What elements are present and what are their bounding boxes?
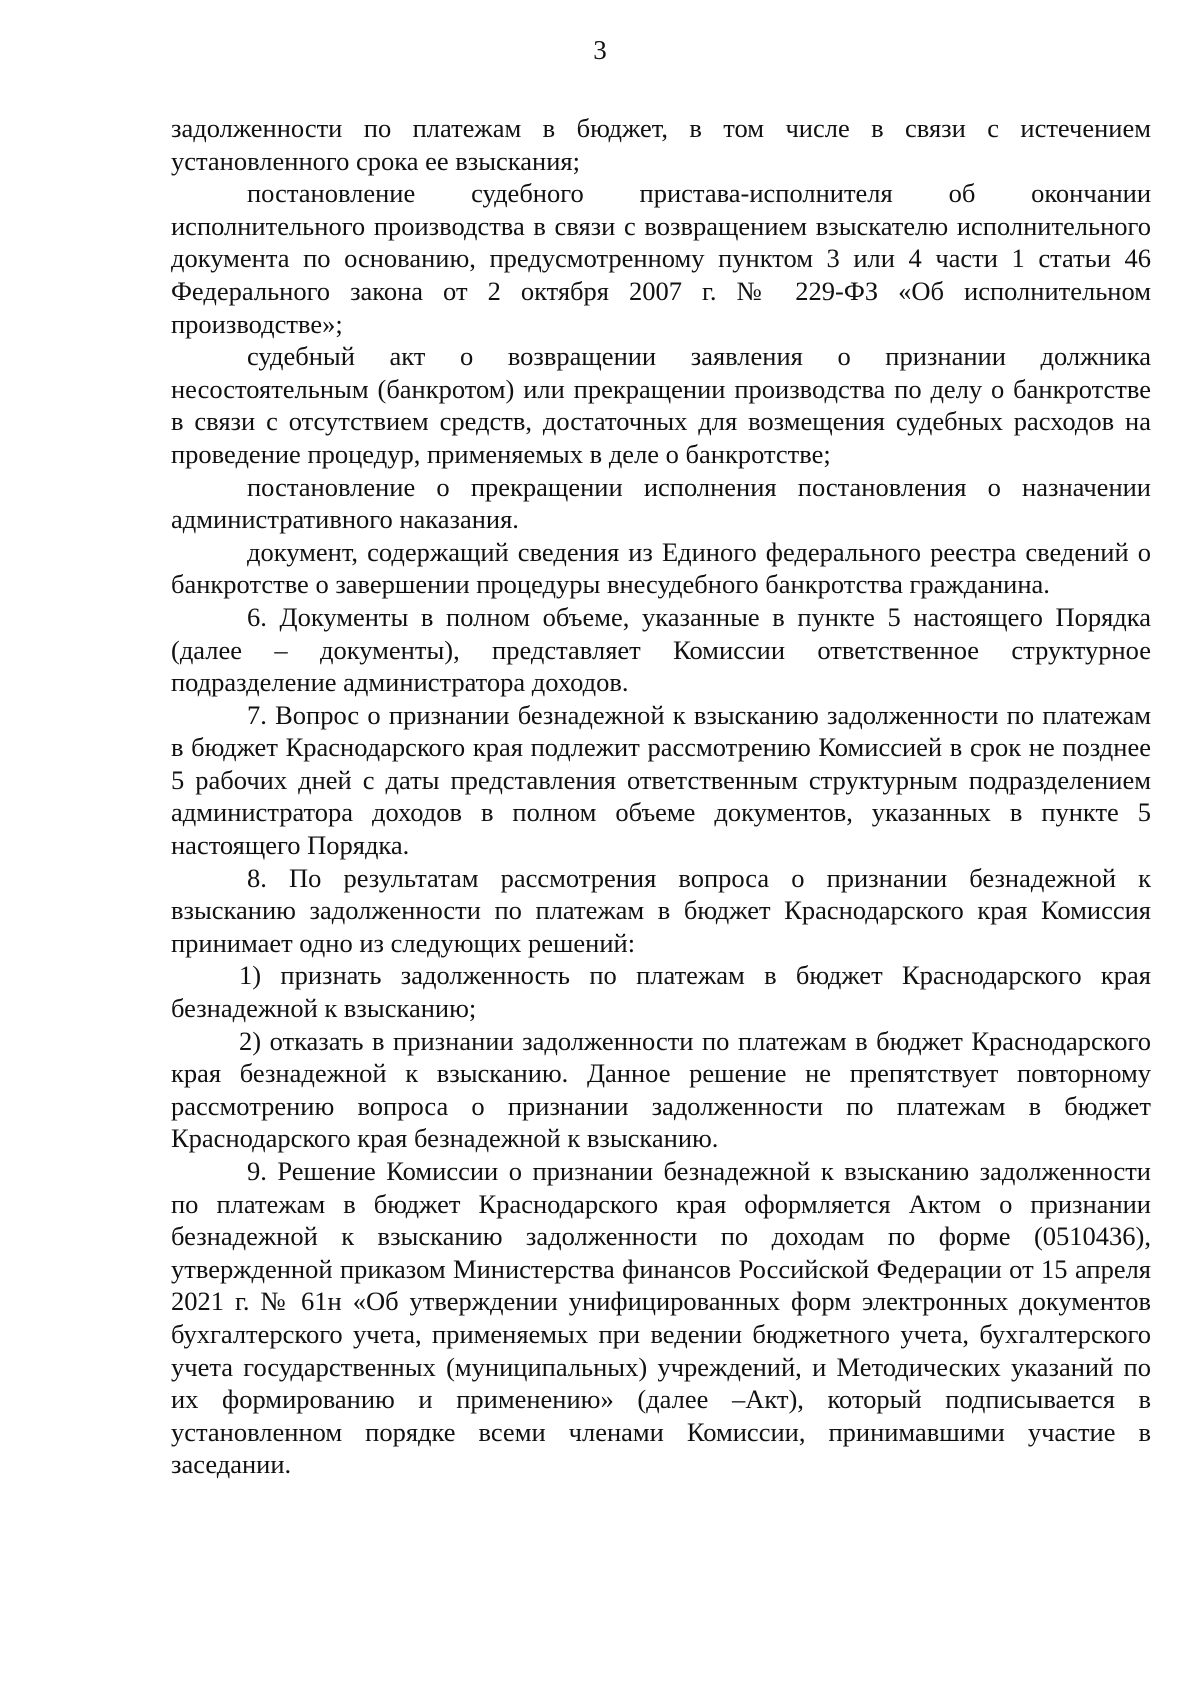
paragraph-item-6: 6. Документы в полном объеме, указанные в пункте 5 настоящего Порядка (далее – документы), представляет Комиссии ответственное структурное подразделение администратора доходов. [171,601,1151,698]
paragraph-court-act-bankruptcy: судебный акт о возвращении заявления о признании должника несостоятельным (банкротом) или прекращении производства по делу о банкротстве в связи с отсутствием средств, достаточных для возмещения судебных расходов на проведение процедур, применяемых в деле о банкротстве; [171,341,1151,469]
paragraph-decision-1: 1) признать задолженность по платежам в бюджет Краснодарского края безнадежной к взысканию; [171,960,1151,1024]
paragraph-bankruptcy-registry-document: документ, содержащий сведения из Единого федерального реестра сведений о банкротстве о завершении процедуры внесудебного банкротства гражданина. [171,536,1151,600]
paragraph-item-9: 9. Решение Комиссии о признании безнадежной к взысканию задолженности по платежам в бюджет Краснодарского края оформляется Актом о признании безнадежной к взысканию задолженности по доходам по форме (0510436), утвержденной приказом Министерства финансов Российской Федерации от 15 апреля 2021 г. № 61н «Об утверждении унифицированных форм электронных документов бухгалтерского учета, применяемых при ведении бюджетного учета, бухгалтерского учета государственных (муниципальных) учреждений, и Методических указаний по их формированию и применению» (далее –Акт), который подписывается в установленном порядке всеми членами Комиссии, принимавшими участие в заседании. [171,1156,1151,1480]
paragraph-item-7: 7. Вопрос о признании безнадежной к взысканию задолженности по платежам в бюджет Краснодарского края подлежит рассмотрению Комиссией в срок не позднее 5 рабочих дней с даты представления ответственным структурным подразделением администратора доходов в полном объеме документов, указанных в пункте 5 настоящего Порядка. [171,699,1151,861]
page-number: 3 [593,35,607,65]
paragraph-bailiff-resolution: постановление судебного пристава-исполнителя об окончании исполнительного производства в связи с возвращением взыскателю исполнительного документа по основанию, предусмотренному пунктом 3 или 4 части 1 статьи 46 Федерального закона от 2 октября 2007 г. № 229-ФЗ «Об исполнительном производстве»; [171,178,1151,339]
paragraph-decision-2: 2) отказать в признании задолженности по платежам в бюджет Краснодарского края безнадежной к взысканию. Данное решение не препятствует повторному рассмотрению вопроса о признании задолженности по платежам в бюджет Краснодарского края безнадежной к взысканию. [171,1025,1151,1154]
paragraph-termination-resolution: постановление о прекращении исполнения постановления о назначении административного наказания. [171,471,1151,535]
paragraph-debt-expiry: задолженности по платежам в бюджет, в том числе в связи с истечением установленного срока ее взыскания; [171,113,1151,176]
paragraph-item-8: 8. По результатам рассмотрения вопроса о признании безнадежной к взысканию задолженности по платежам в бюджет Краснодарского края Комиссия принимает одно из следующих решений: [171,862,1151,958]
document-body [171,112,1151,1481]
